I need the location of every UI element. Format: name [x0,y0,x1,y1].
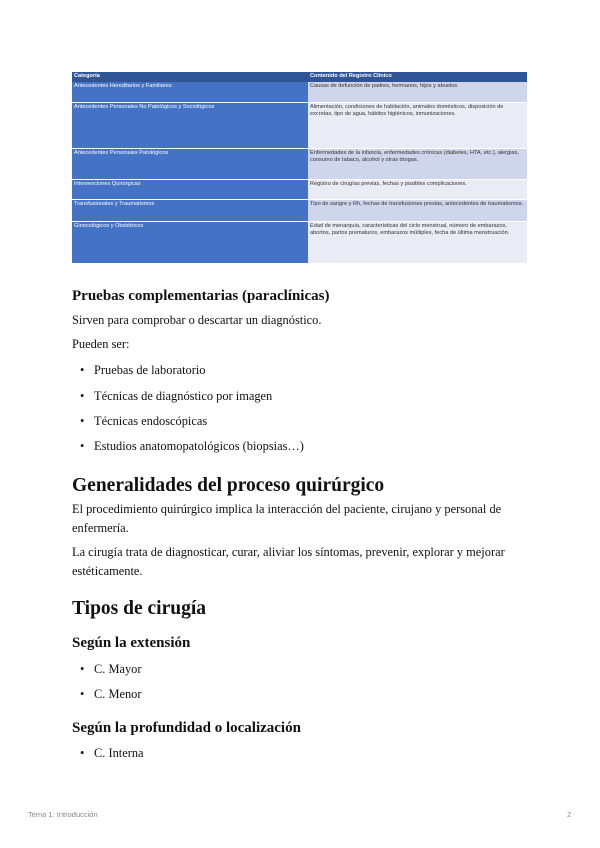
subheading-by-extent: Según la extensión [72,635,191,651]
table-cell-category: Antecedentes Personales Patológicos [72,148,308,179]
table-row [72,82,527,102]
bullet-icon: • [80,687,85,701]
table-cell-category: Antecedentes Hereditarios y Familiares [72,82,308,102]
table-row [72,148,527,179]
table-cell-content: Registro de cirugías previas, fechas y posibles complicaciones. [308,179,527,199]
bullet-icon: • [80,662,85,676]
table-row [72,179,527,199]
clinical-record-table [72,72,527,264]
list-item-text: Pruebas de laboratorio [94,363,206,377]
list-item-text: C. Menor [94,687,142,701]
list-item [80,745,144,761]
page-number: 2 [567,810,572,819]
list-item-text: C. Interna [94,746,144,760]
table-header-category: Categoría [72,72,308,82]
list-item [80,388,272,404]
paragraph: El procedimiento quirúrgico implica la interacción del paciente, cirujano y personal de enfermería. [72,502,502,535]
paragraph: Pueden ser: [72,337,130,351]
section-heading-surgical-process: Generalidades del proceso quirúrgico [72,475,385,496]
bullet-icon: • [80,389,85,403]
bullet-icon: • [80,439,85,453]
table-cell-content: Enfermedades de la infancia, enfermedades crónicas (diabetes, HTA, etc.), alergias, consumo de tabaco, alcohol y otras drogas. [308,148,527,179]
paragraph: La cirugía trata de diagnosticar, curar, aliviar los síntomas, prevenir, explorar y mejorar estéticamente. [72,545,505,578]
table-cell-category: Antecedentes Personales No Patológicos y Sociológicos [72,102,308,148]
bullet-icon: • [80,414,85,428]
section-heading-complementary-tests: Pruebas complementarias (paraclínicas) [72,288,330,304]
subheading-by-depth: Según la profundidad o localización [72,720,301,736]
table-header-content: Contenido del Registro Clínico [308,72,527,82]
table-cell-category: Intervenciones Quirúrgicas [72,179,308,199]
paragraph: Sirven para comprobar o descartar un diagnóstico. [72,313,322,327]
list-item [80,438,304,454]
list-item-text: C. Mayor [94,662,142,676]
list-item [80,661,142,677]
footer-topic: Tema 1: Introducción [28,810,98,819]
table-row [72,199,527,221]
table-header-row [72,72,527,82]
table-row [72,102,527,148]
list-item-text: Estudios anatomopatológicos (biopsias…) [94,439,304,453]
list-item [80,686,142,702]
table-cell-category: Transfusionales y Traumatismos [72,199,308,221]
table-cell-content: Alimentación, condiciones de habitación, animales domésticos, disposición de excretas, tipo de agua, hábitos higiénicos, inmunizaciones. [308,102,527,148]
section-heading-surgery-types: Tipos de cirugía [72,598,206,619]
list-item-text: Técnicas endoscópicas [94,414,208,428]
table-cell-content: Tipo de sangre y Rh, fechas de transfusiones previas, antecedentes de traumatismos. [308,199,527,221]
table-cell-category: Ginecológicos y Obstétricos [72,221,308,263]
table-cell-content: Edad de menarquía, características del ciclo menstrual, número de embarazos, abortos, partos prematuros, embarazos múltiples, fecha de última menstruación. [308,221,527,263]
list-item [80,413,207,429]
table-row [72,221,527,263]
table-cell-content: Causas de defunción de padres, hermanos, hijos y abuelos. [308,82,527,102]
list-item-text: Técnicas de diagnóstico por imagen [94,389,273,403]
bullet-icon: • [80,363,85,377]
bullet-icon: • [80,746,85,760]
list-item [80,362,205,378]
